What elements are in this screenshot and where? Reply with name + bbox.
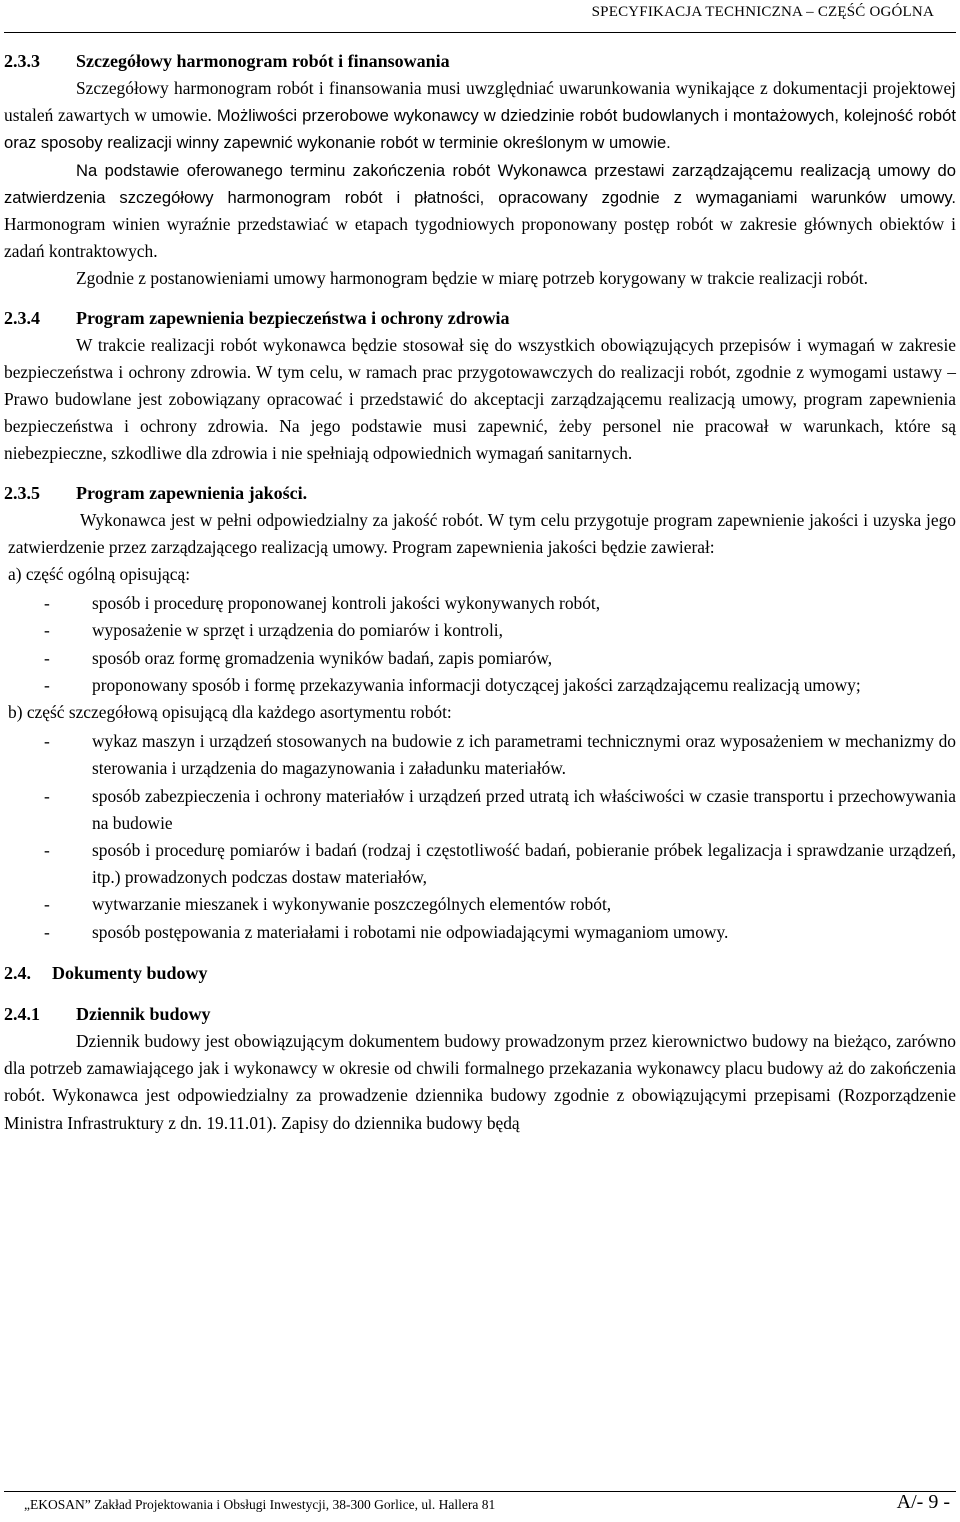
- list-item: [8, 783, 956, 837]
- list-item: [8, 672, 956, 699]
- list-item: [8, 919, 956, 946]
- section-number: 2.4.: [4, 962, 31, 983]
- section-number: 2.3.5: [4, 482, 40, 503]
- header-rule: [4, 32, 956, 33]
- list-dash: -: [44, 674, 50, 695]
- section-title: Program zapewnienia jakości.: [76, 482, 308, 503]
- list-item-text: wytwarzanie mieszanek i wykonywanie poszczególnych elementów robót,: [92, 894, 612, 915]
- page-footer: [4, 1491, 956, 1521]
- section-title: Dokumenty budowy: [52, 962, 208, 983]
- running-header: SPECYFIKACJA TECHNICZNA – CZĘŚĆ OGÓLNA: [591, 4, 934, 20]
- list-label-a: a) część ogólną opisującą:: [8, 564, 191, 585]
- paragraph-text: Możliwości przerobowe wykonawcy w dziedzinie robót budowlanych i montażowych, kolejność robót oraz sposoby realizacji winny zapewnić wykonanie robót w terminie określonym w umowie.: [4, 106, 956, 153]
- document-body: [4, 48, 956, 1137]
- list-item-text: sposób zabezpieczenia i ochrony materiałów i urządzeń przed utratą ich właściwości w czasie transportu i przechowywania na budowie: [92, 785, 956, 833]
- paragraph-text: Szczegółowy harmonogram robót i finansowania musi uwzględniać uwarunkowania wynikające z dokumentacji projektowej ustaleń zawartych w umowie.: [4, 78, 956, 126]
- page-number: A/- 9 -: [896, 1491, 950, 1513]
- list-b: [4, 728, 956, 946]
- list-dash: -: [44, 840, 50, 861]
- section-number: 2.3.4: [4, 307, 40, 328]
- list-dash: -: [44, 894, 50, 915]
- section-heading-2-4: [4, 960, 956, 987]
- list-item: [8, 728, 956, 782]
- list-dash: -: [44, 731, 50, 752]
- list-dash: -: [44, 647, 50, 668]
- section-title: Program zapewnienia bezpieczeństwa i ochrony zdrowia: [76, 307, 510, 328]
- paragraph: [4, 75, 956, 157]
- section-number: 2.4.1: [4, 1003, 40, 1024]
- list-item-text: wyposażenie w sprzęt i urządzenia do pomiarów i kontroli,: [92, 620, 503, 641]
- list-item-text: proponowany sposób i formę przekazywania informacji dotyczącej jakości zarządzającemu realizacją umowy;: [92, 674, 861, 695]
- list-dash: -: [44, 921, 50, 942]
- list-item-text: sposób postępowania z materiałami i robotami nie odpowiadającymi wymaganiom umowy.: [92, 921, 729, 942]
- list-a: [4, 590, 956, 699]
- list-item-text: sposób i procedurę pomiarów i badań (rodzaj i częstotliwość badań, pobieranie próbek legalizacja i sprawdzanie urządzeń, itp.) prowadzonych podczas dostaw materiałów,: [92, 840, 956, 888]
- list-dash: -: [44, 620, 50, 641]
- section-heading-2-3-4: [4, 305, 956, 332]
- list-item-text: sposób oraz formę gromadzenia wyników badań, zapis pomiarów,: [92, 647, 553, 668]
- footer-company: „EKOSAN” Zakład Projektowania i Obsługi Inwestycji, 38-300 Gorlice, ul. Hallera 81: [24, 1497, 496, 1512]
- footer-rule: [4, 1491, 956, 1492]
- paragraph: W trakcie realizacji robót wykonawca będzie stosował się do wszystkich obowiązujących przepisów i wymagań w zakresie bezpieczeństwa i ochrony zdrowia. W tym celu, w ramach prac przygotowawczych do realizacji robót, zgodnie z wymogami ustawy – Prawo budowlane jest zobowiązany opracować i przedstawić do akceptacji zarządzającemu realizacją umowy, program zapewnienia bezpieczeństwa i ochrony zdrowia. Na jego podstawie musi zapewnić, żeby personel nie pracował w warunkach, które są niebezpieczne, szkodliwe dla zdrowia i nie spełniają odpowiednich wymagań sanitarnych.: [4, 334, 956, 464]
- list-item: [8, 891, 956, 918]
- list-item: [8, 590, 956, 617]
- paragraph: [4, 157, 956, 266]
- section-heading-2-3-3: [4, 48, 956, 75]
- paragraph: Dziennik budowy jest obowiązującym dokumentem budowy prowadzonym przez kierownictwo budowy na bieżąco, zarówno dla potrzeb zamawiającego jak i wykonawcy w okresie od chwili formalnego przekazania wykonawcy placu budowy aż do zakończenia robót. Wykonawca jest odpowiedzialny za prowadzenie dziennika budowy zgodnie z obowiązującymi przepisami (Rozporządzenie Ministra Infrastruktury z dn. 19.11.01). Zapisy do dziennika budowy będą: [4, 1030, 956, 1133]
- list-dash: -: [44, 593, 50, 614]
- list-dash: -: [44, 785, 50, 806]
- list-item-text: wykaz maszyn i urządzeń stosowanych na budowie z ich parametrami technicznymi oraz wyposażeniem w mechanizmy do sterowania i urządzenia do magazynowania i załadunku materiałów.: [92, 731, 956, 779]
- list-item: [8, 837, 956, 891]
- list-item-text: sposób i procedurę proponowanej kontroli jakości wykonywanych robót,: [92, 593, 601, 614]
- section-heading-2-3-5: [4, 480, 956, 507]
- section-number: 2.3.3: [4, 51, 40, 71]
- list-item: [8, 645, 956, 672]
- paragraph-text: Harmonogram winien wyraźnie przedstawiać w etapach tygodniowych proponowany postęp robót w zakresie głównych obiektów i zadań kontraktowych.: [4, 214, 956, 262]
- section-heading-2-4-1: [4, 1001, 956, 1028]
- list-item: [8, 617, 956, 644]
- section-title: Szczegółowy harmonogram robót i finansowania: [76, 51, 450, 71]
- list-label-b: b) część szczegółową opisującą dla każdego asortymentu robót:: [8, 702, 452, 723]
- paragraph: Zgodnie z postanowieniami umowy harmonogram będzie w miarę potrzeb korygowany w trakcie realizacji robót.: [76, 268, 868, 289]
- section-title: Dziennik budowy: [76, 1003, 211, 1024]
- paragraph-text: Na podstawie oferowanego terminu zakończenia robót Wykonawca przestawi zarządzającemu realizacją umowy do zatwierdzenia szczegółowy harmonogram robót i płatności, opracowany zgodnie z wymaganiami warunków umowy.: [4, 160, 956, 207]
- paragraph: Wykonawca jest w pełni odpowiedzialny za jakość robót. W tym celu przygotuje program zapewnienie jakości i uzyska jego zatwierdzenie przez zarządzającego realizacją umowy. Program zapewnienia jakości będzie zawierał:: [8, 509, 956, 557]
